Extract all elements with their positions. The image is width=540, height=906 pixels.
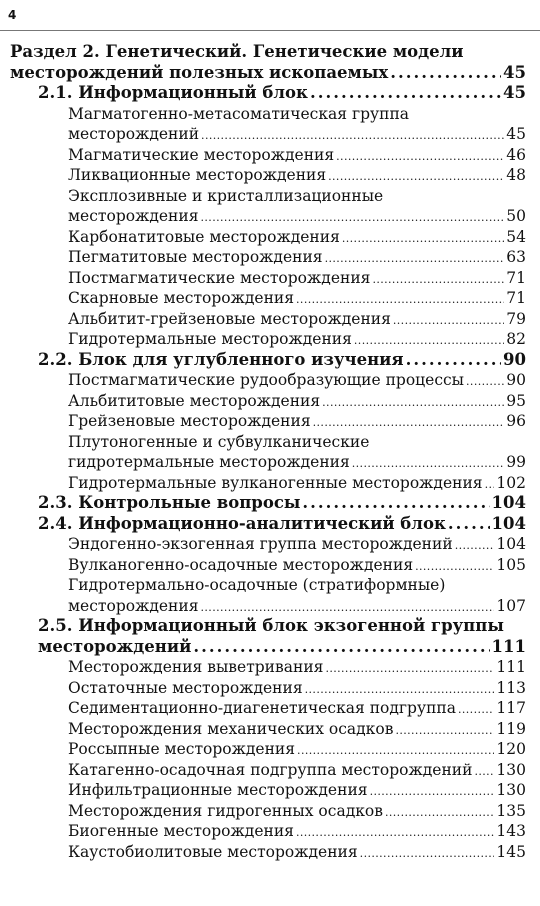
toc-entry[interactable] bbox=[10, 309, 526, 330]
toc-entry-title: Месторождения механических осадков bbox=[68, 719, 394, 738]
toc-entry[interactable] bbox=[10, 391, 526, 412]
toc-entry-page-number: 96 bbox=[506, 412, 526, 430]
toc-dot-leader bbox=[372, 270, 504, 291]
toc-entry-title: Плутоногенные и субвулканические bbox=[68, 432, 370, 451]
toc-entry[interactable] bbox=[10, 698, 526, 719]
toc-entry-title: Постмагматические месторождения bbox=[68, 268, 371, 287]
toc-entry[interactable] bbox=[10, 124, 526, 145]
toc-entry[interactable] bbox=[10, 288, 526, 309]
toc-dot-leader bbox=[354, 331, 504, 352]
toc-entry-page-number: 143 bbox=[496, 822, 526, 840]
toc-entry[interactable] bbox=[10, 145, 526, 166]
toc-entry-page-number: 107 bbox=[496, 596, 526, 615]
toc-entry-page-number: 119 bbox=[496, 719, 526, 738]
toc-entry-title: 2.1. Информационный блок bbox=[38, 83, 308, 102]
toc-dot-leader bbox=[474, 762, 494, 783]
toc-dot-leader bbox=[342, 229, 504, 250]
toc-dot-leader bbox=[336, 147, 504, 168]
toc-entry-title: месторождения bbox=[68, 596, 199, 615]
toc-entry[interactable] bbox=[10, 104, 526, 125]
toc-entry[interactable] bbox=[10, 186, 526, 207]
toc-entry-title: Остаточные месторождения bbox=[68, 678, 303, 697]
toc-dot-leader bbox=[370, 782, 495, 803]
toc-entry-title: Месторождения гидрогенных осадков bbox=[68, 801, 383, 820]
toc-entry-page-number: 120 bbox=[496, 740, 526, 758]
header-rule bbox=[0, 30, 540, 31]
toc-entry-page-number: 113 bbox=[496, 678, 526, 697]
toc-entry[interactable] bbox=[10, 247, 526, 268]
toc-entry-page-number: 54 bbox=[506, 227, 526, 246]
toc-entry[interactable] bbox=[10, 678, 526, 699]
toc-dot-leader bbox=[193, 637, 489, 658]
toc-entry-page-number: 50 bbox=[506, 207, 526, 225]
toc-entry[interactable] bbox=[10, 268, 526, 289]
page-number: 4 bbox=[8, 8, 17, 22]
toc-entry-title: гидротермальные месторождения bbox=[68, 453, 350, 471]
toc-entry[interactable] bbox=[10, 657, 526, 678]
toc-entry[interactable] bbox=[10, 370, 526, 391]
toc-entry-page-number: 90 bbox=[506, 371, 526, 389]
toc-entry-title: месторождений bbox=[68, 125, 200, 143]
toc-entry[interactable] bbox=[10, 534, 526, 555]
toc-entry[interactable] bbox=[10, 329, 526, 350]
toc-entry-title: месторождений полезных ископаемых bbox=[10, 62, 389, 82]
toc-dot-leader bbox=[352, 454, 505, 475]
toc-entry-title: Месторождения выветривания bbox=[68, 658, 324, 676]
toc-entry-title: Вулканогенно-осадочные месторождения bbox=[68, 555, 414, 574]
toc-entry-title: Гидротермальные месторождения bbox=[68, 330, 352, 348]
toc-dot-leader bbox=[455, 536, 495, 557]
toc-entry[interactable] bbox=[10, 206, 526, 227]
toc-entry-title: Каустобиолитовые месторождения bbox=[68, 842, 358, 861]
toc-entry[interactable] bbox=[10, 42, 526, 63]
toc-entry-title: Катагенно-осадочная подгруппа месторождений bbox=[68, 760, 473, 779]
toc-entry-page-number: 90 bbox=[503, 349, 526, 369]
toc-entry-page-number: 45 bbox=[503, 62, 526, 82]
toc-entry[interactable] bbox=[10, 350, 526, 371]
toc-dot-leader bbox=[466, 372, 504, 393]
toc-entry[interactable] bbox=[10, 719, 526, 740]
toc-entry-title: Гидротермально-осадочные (стратиформные) bbox=[68, 576, 446, 594]
toc-entry[interactable] bbox=[10, 452, 526, 473]
toc-entry-page-number: 63 bbox=[506, 248, 526, 266]
toc-entry[interactable] bbox=[10, 842, 526, 863]
toc-dot-leader bbox=[201, 126, 504, 147]
toc-dot-leader bbox=[448, 514, 490, 535]
toc-entry-page-number: 48 bbox=[506, 166, 526, 184]
toc-entry[interactable] bbox=[10, 821, 526, 842]
toc-entry[interactable] bbox=[10, 760, 526, 781]
toc-dot-leader bbox=[385, 803, 494, 824]
toc-dot-leader bbox=[328, 167, 504, 188]
toc-entry[interactable] bbox=[10, 63, 526, 84]
toc-entry[interactable] bbox=[10, 596, 526, 617]
toc-dot-leader bbox=[296, 823, 494, 844]
toc-dot-leader bbox=[485, 475, 495, 496]
toc-dot-leader bbox=[415, 557, 494, 578]
toc-entry-page-number: 99 bbox=[506, 453, 526, 471]
toc-entry-title: Магматогенно-метасоматическая группа bbox=[68, 104, 410, 123]
toc-entry-title: Ликвационные месторождения bbox=[68, 166, 327, 184]
toc-entry-title: Россыпные месторождения bbox=[68, 740, 296, 758]
toc-entry-page-number: 130 bbox=[496, 760, 526, 779]
toc-entry[interactable] bbox=[10, 227, 526, 248]
toc-entry-title: Инфильтрационные месторождения bbox=[68, 781, 368, 799]
toc-dot-leader bbox=[296, 290, 504, 311]
toc-entry-page-number: 71 bbox=[506, 268, 526, 287]
toc-dot-leader bbox=[297, 741, 494, 762]
toc-entry[interactable] bbox=[10, 432, 526, 453]
toc-entry-page-number: 95 bbox=[506, 391, 526, 410]
toc-entry-page-number: 102 bbox=[496, 473, 526, 492]
toc-entry-page-number: 130 bbox=[496, 781, 526, 799]
toc-entry-page-number: 82 bbox=[506, 330, 526, 348]
toc-entry[interactable] bbox=[10, 616, 526, 637]
toc-dot-leader bbox=[393, 311, 504, 332]
toc-entry-page-number: 135 bbox=[496, 801, 526, 820]
toc-entry-title: 2.4. Информационно-аналитический блок bbox=[38, 513, 446, 533]
toc-entry-title: 2.2. Блок для углубленного изучения bbox=[38, 349, 404, 369]
toc-entry-page-number: 105 bbox=[496, 555, 526, 574]
toc-dot-leader bbox=[201, 208, 505, 229]
toc-dot-leader bbox=[310, 83, 501, 104]
toc-entry-title: Седиментационно-диагенетическая подгруппа bbox=[68, 699, 456, 717]
toc-entry-title: 2.5. Информационный блок экзогенной группы bbox=[38, 616, 504, 635]
toc-dot-leader bbox=[390, 63, 501, 84]
toc-entry-page-number: 45 bbox=[506, 125, 526, 143]
toc-entry-page-number: 104 bbox=[496, 535, 526, 553]
toc-entry-page-number: 111 bbox=[496, 658, 526, 676]
toc-entry-page-number: 104 bbox=[491, 493, 526, 512]
toc-entry-title: Эксплозивные и кристаллизационные bbox=[68, 186, 384, 205]
toc-entry-title: Карбонатитовые месторождения bbox=[68, 227, 340, 246]
toc-dot-leader bbox=[406, 350, 501, 371]
toc-entry[interactable] bbox=[10, 780, 526, 801]
toc-entry-page-number: 45 bbox=[503, 83, 526, 102]
toc-dot-leader bbox=[325, 249, 505, 270]
toc-entry-title: Гидротермальные вулканогенные месторождения bbox=[68, 473, 483, 492]
toc-entry-title: месторождений bbox=[38, 636, 192, 656]
toc-dot-leader bbox=[302, 493, 489, 514]
toc-dot-leader bbox=[395, 721, 494, 742]
toc-entry[interactable] bbox=[10, 739, 526, 760]
toc-entry[interactable] bbox=[10, 411, 526, 432]
toc-entry[interactable] bbox=[10, 83, 526, 104]
toc-entry[interactable] bbox=[10, 165, 526, 186]
toc-entry[interactable] bbox=[10, 801, 526, 822]
toc-entry-page-number: 79 bbox=[506, 309, 526, 328]
toc-entry-title: Альбититовые месторождения bbox=[68, 391, 321, 410]
toc-entry[interactable] bbox=[10, 555, 526, 576]
toc-entry-page-number: 111 bbox=[491, 636, 526, 656]
toc-entry-title: Биогенные месторождения bbox=[68, 822, 294, 840]
toc-dot-leader bbox=[322, 393, 504, 414]
toc-dot-leader bbox=[313, 413, 505, 434]
toc-entry-page-number: 71 bbox=[506, 289, 526, 307]
toc-entry-title: Скарновые месторождения bbox=[68, 289, 295, 307]
toc-entry-title: 2.3. Контрольные вопросы bbox=[38, 493, 301, 512]
toc-entry[interactable] bbox=[10, 637, 526, 658]
toc-entry-title: месторождения bbox=[68, 207, 199, 225]
toc-entry-title: Магматические месторождения bbox=[68, 145, 335, 164]
toc-entry-title: Пегматитовые месторождения bbox=[68, 248, 323, 266]
toc-entry-title: Постмагматические рудообразующие процессы bbox=[68, 371, 465, 389]
toc-entry-page-number: 104 bbox=[491, 513, 526, 533]
toc-entry-title: Грейзеновые месторождения bbox=[68, 412, 311, 430]
toc-entry-title: Раздел 2. Генетический. Генетические модели bbox=[10, 42, 464, 61]
toc-entry-title: Эндогенно-экзогенная группа месторождений bbox=[68, 535, 453, 553]
toc-entry[interactable] bbox=[10, 514, 526, 535]
toc-entry[interactable] bbox=[10, 493, 526, 514]
toc-entry[interactable] bbox=[10, 575, 526, 596]
toc-entry-page-number: 117 bbox=[496, 699, 526, 717]
toc-dot-leader bbox=[325, 659, 494, 680]
toc-entry-page-number: 145 bbox=[496, 842, 526, 861]
table-of-contents bbox=[10, 42, 526, 862]
toc-entry-title: Альбитит-грейзеновые месторождения bbox=[68, 309, 391, 328]
toc-dot-leader bbox=[360, 844, 495, 865]
toc-entry[interactable] bbox=[10, 473, 526, 494]
toc-dot-leader bbox=[305, 680, 495, 701]
toc-dot-leader bbox=[458, 700, 494, 721]
toc-entry-page-number: 46 bbox=[506, 145, 526, 164]
toc-dot-leader bbox=[201, 598, 495, 619]
